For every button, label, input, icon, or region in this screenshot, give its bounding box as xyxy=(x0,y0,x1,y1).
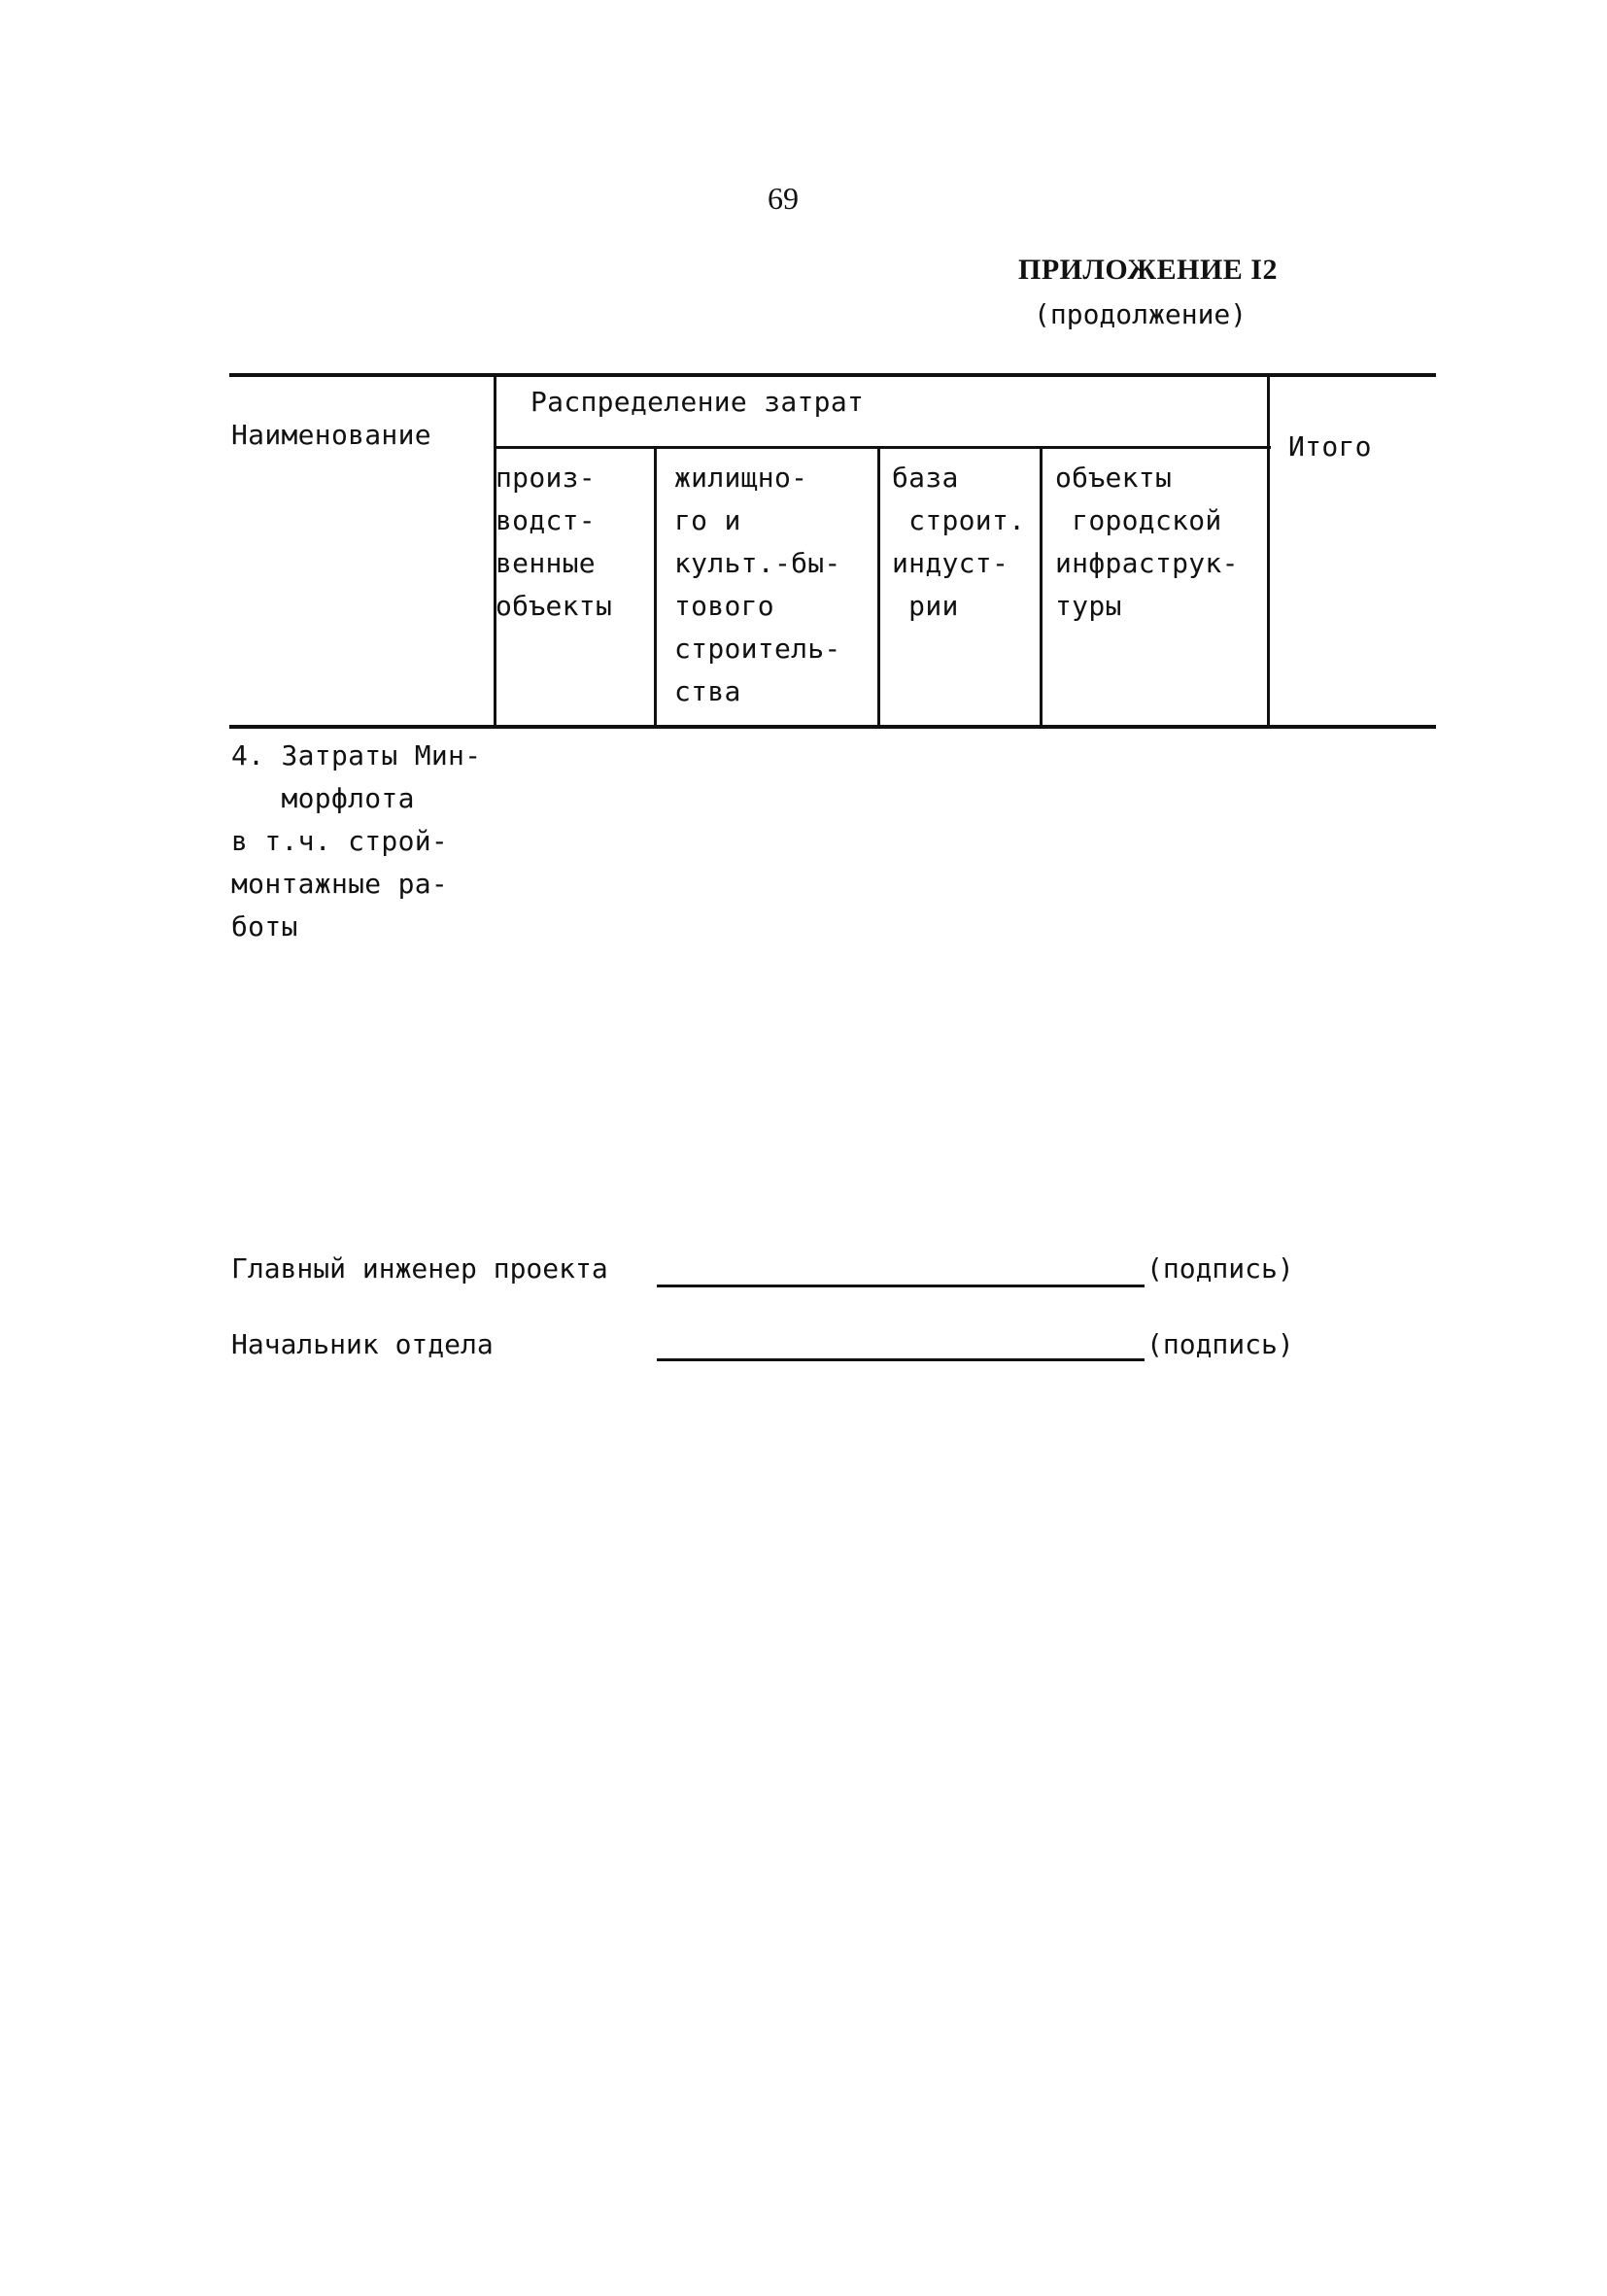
header-distribution: Распределение затрат xyxy=(530,386,865,418)
table-divider-col1 xyxy=(654,447,657,727)
page-number: 69 xyxy=(768,181,799,216)
table-top-rule xyxy=(229,373,1436,377)
subheader-construction-base: база строит. индуст- рии xyxy=(892,462,1026,622)
table-row-name: 4. Затраты Мин- морфлота в т.ч. строй- монтажные ра- боты xyxy=(231,739,482,942)
header-name: Наименование xyxy=(231,419,431,451)
table-divider-col3 xyxy=(1040,447,1043,727)
appendix-subtitle: (продолжение) xyxy=(1034,298,1248,330)
header-total: Итого xyxy=(1288,430,1372,463)
signature-label-chief-engineer: Главный инженер проекта xyxy=(231,1252,608,1285)
signature-label-department-head: Начальник отдела xyxy=(231,1328,494,1360)
table-header-bottom-rule xyxy=(229,725,1436,729)
subheader-production: произ- водст- венные объекты xyxy=(496,462,613,622)
table-divider-total xyxy=(1267,373,1270,727)
signature-line-chief-engineer xyxy=(657,1285,1145,1287)
subheader-housing: жилищно- го и культ.-бы- тового строитель- ства xyxy=(674,462,841,707)
table-group-rule xyxy=(494,446,1271,449)
signature-note-department-head: (подпись) xyxy=(1146,1328,1294,1360)
signature-note-chief-engineer: (подпись) xyxy=(1146,1252,1294,1285)
table-divider-col2 xyxy=(877,447,880,727)
appendix-title: ПРИЛОЖЕНИЕ I2 xyxy=(1018,254,1278,286)
subheader-infrastructure: объекты городской инфраструк- туры xyxy=(1055,462,1239,622)
signature-line-department-head xyxy=(657,1358,1145,1361)
